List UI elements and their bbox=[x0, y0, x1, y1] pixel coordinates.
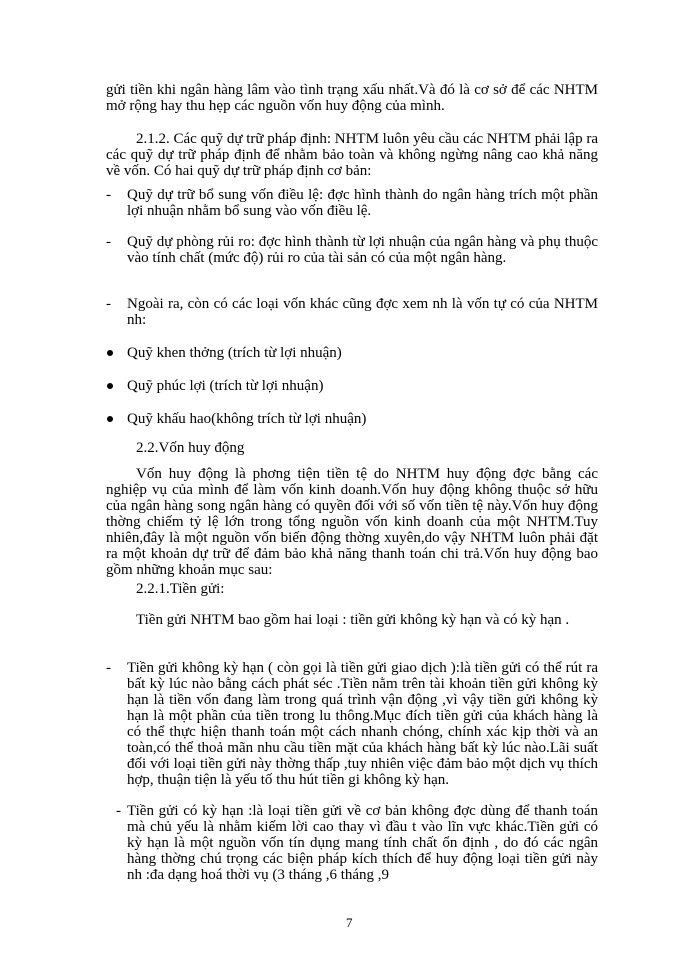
dash-item-other-capital: - Ngoài ra, còn có các loại vốn khác cũng đợc xem nh là vốn tự có của NHTM nh: bbox=[106, 296, 598, 328]
bullet-dot-icon bbox=[107, 416, 113, 422]
section-2-1-2-paragraph: 2.1.2. Các quỹ dự trữ pháp định: NHTM luôn yêu cầu các NHTM phải lập ra các quỹ dự trữ pháp định để nhằm bảo toàn và không ngừng nâng cao khả năng về vốn. Có hai quỹ dự trữ pháp định cơ bản: bbox=[106, 131, 598, 179]
dash-marker: - bbox=[116, 803, 121, 819]
dash-marker: - bbox=[106, 234, 111, 250]
page-number: 7 bbox=[346, 915, 353, 930]
bullet-item-depreciation-fund: Quỹ khấu hao(không trích từ lợi nhuận) bbox=[106, 411, 598, 427]
bullet-dot-icon bbox=[107, 350, 113, 356]
intro-paragraph: gửi tiền khi ngân hàng lâm vào tình trạng xấu nhất.Và đó là cơ sở để các NHTM mở rộng hay thu hẹp các nguồn vốn huy động của mình. bbox=[106, 82, 598, 114]
dash-marker: - bbox=[106, 296, 111, 312]
dash-marker: - bbox=[106, 660, 111, 676]
mobilized-capital-paragraph: Vốn huy động là phơng tiện tiền tệ do NHTM huy động đợc bằng các nghiệp vụ của mình để làm vốn kinh doanh.Vốn huy động không thuộc sở hữu của ngân hàng song ngân hàng có quyền đối với số vốn tiền tệ này.Vốn huy động thờng chiếm tỷ lệ lớn trong tổng nguồn vốn kinh doanh của một NHTM.Tuy nhiên,đây là một nguồn vốn biến động thờng xuyên,do vậy NHTM luôn phải đặt ra một khoản dự trữ để đảm bảo khả năng thanh toán chi trả.Vốn huy động bao gồm những khoản mục sau: bbox=[106, 466, 598, 578]
dash-item-reserve-fund: - Quỹ dự trữ bổ sung vốn điều lệ: đợc hình thành do ngân hàng trích một phần lợi nhuận nhằm bổ sung vào vốn điều lệ. bbox=[106, 187, 598, 219]
deposit-types-paragraph: Tiền gửi NHTM bao gồm hai loại : tiền gửi không kỳ hạn và có kỳ hạn . bbox=[136, 612, 570, 628]
bullet-item-reward-fund: Quỹ khen thởng (trích từ lợi nhuận) bbox=[106, 345, 598, 361]
heading-2-2: 2.2.Vốn huy động bbox=[136, 440, 245, 456]
dash-marker: - bbox=[106, 187, 111, 203]
bullet-item-welfare-fund: Quỹ phúc lợi (trích từ lợi nhuận) bbox=[106, 378, 598, 394]
bullet-dot-icon bbox=[107, 383, 113, 389]
dash-item-risk-fund: - Quỹ dự phòng rủi ro: đợc hình thành từ lợi nhuận của ngân hàng và phụ thuộc vào tính chất (mức độ) rủi ro của tài sản có của một ngân hàng. bbox=[106, 234, 598, 266]
heading-2-2-1: 2.2.1.Tiền gửi: bbox=[136, 581, 225, 597]
demand-deposit-item: - Tiền gửi không kỳ hạn ( còn gọi là tiền gửi giao dịch ):là tiền gửi có thể rút ra bất kỳ lúc nào bằng cách phát séc .Tiền nằm trên tài khoản tiền gửi không kỳ hạn là tiền vốn đang làm trong quá trình vận động ,vì vậy tiền gửi không kỳ hạn là một phần của tiền trong lu thông.Mục đích tiền gửi của khách hàng là có thể thực hiện thanh toán một cách nhanh chóng, chính xác kịp thời và an toàn,có thể thoả mãn nhu cầu tiền mặt của khách hàng bất kỳ lúc nào.Lãi suất đối với loại tiền gửi này thờng thấp ,tuy nhiên việc đảm bảo một dịch vụ thích hợp, thuận tiện là yếu tố thu hút tiền gi không kỳ hạn. bbox=[106, 660, 598, 788]
term-deposit-item: - Tiền gửi có kỳ hạn :là loại tiền gửi về cơ bản không đợc dùng để thanh toán mà chủ yếu là nhằm kiếm lời cao thay vì đầu t vào lĩn vực khác.Tiền gửi có kỳ hạn là một nguồn vốn tín dụng mang tính chất ổn định , do đó các ngân hàng thờng chú trọng các biện pháp kích thích để huy động loại tiền gửi này nh :đa dạng hoá thời vụ (3 tháng ,6 tháng ,9 bbox=[116, 803, 598, 883]
